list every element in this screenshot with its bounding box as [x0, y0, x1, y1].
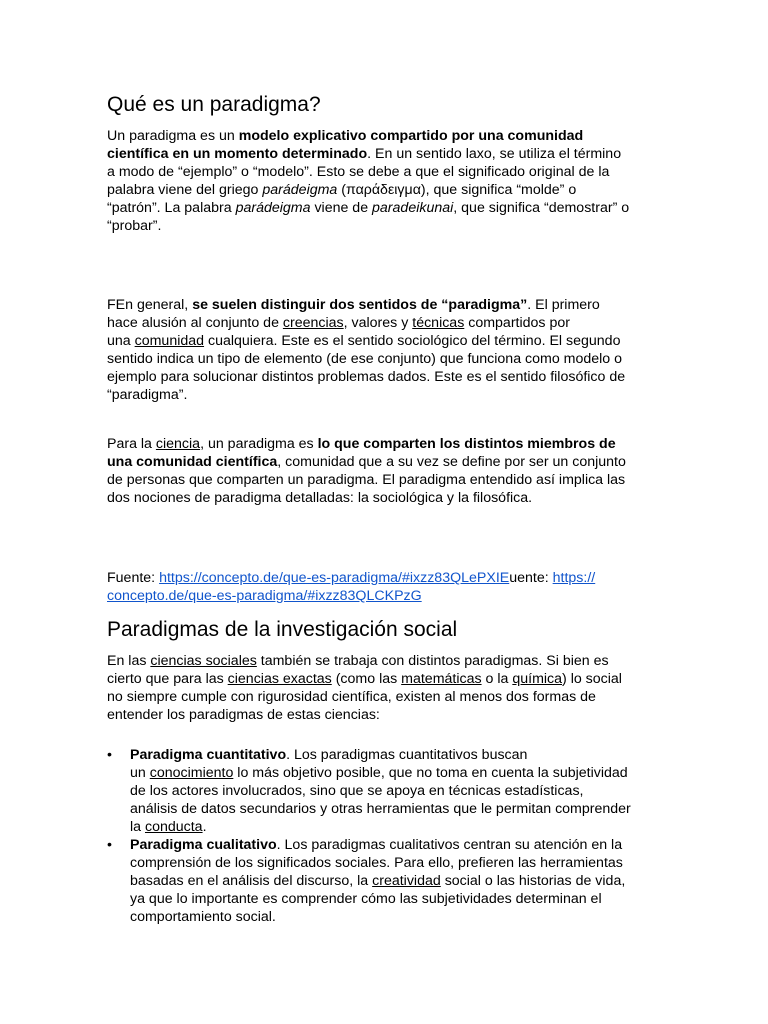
text-span: palabra viene del griego [107, 182, 263, 198]
text-span: . En un sentido laxo, se utiliza el término [367, 146, 622, 162]
text-line [130, 746, 667, 764]
link-ciencias-sociales[interactable]: ciencias sociales [150, 653, 257, 669]
bullet-icon: • [107, 747, 112, 763]
paragraph-definicion [107, 127, 667, 235]
source-link-2-continued[interactable]: concepto.de/que-es-paradigma/#ixzz83QLCKPzG [107, 588, 422, 604]
link-comunidad[interactable]: comunidad [134, 333, 205, 349]
text-line: entender los paradigmas de estas ciencias: [107, 707, 380, 723]
text-span: hace alusión al conjunto de [107, 315, 283, 331]
text-line: “probar”. [107, 218, 162, 234]
text-span: cierto que para las [107, 671, 228, 687]
link-quimica[interactable]: química [512, 671, 563, 687]
text-line [130, 836, 667, 854]
text-line [130, 872, 667, 890]
text-line: análisis de datos secundarios y otras herramientas que le permitan comprender [130, 801, 631, 817]
text-span: compartidos por [464, 315, 570, 331]
text-span: En las [107, 653, 151, 669]
text-line [107, 435, 667, 453]
text-span: (como las [331, 671, 402, 687]
text-line: comprensión de los significados sociales. Para ello, prefieren las herramientas [130, 855, 623, 871]
text-span: basadas en el análisis del discurso, la [130, 873, 373, 889]
source-link-2[interactable]: https:// [552, 570, 596, 586]
text-span: una [107, 333, 135, 349]
text-line: “paradigma”. [107, 387, 188, 403]
text-line [107, 569, 667, 587]
text-line: ya que lo importante es comprender cómo las subjetividades determinan el [130, 891, 602, 907]
text-span: . Los paradigmas cuantitativos buscan [286, 747, 528, 763]
bullet-icon: • [107, 837, 112, 853]
link-tecnicas[interactable]: técnicas [412, 315, 465, 331]
text-line: no siempre cumple con rigurosidad científica, existen al menos dos formas de [107, 689, 596, 705]
italic-text: paradeikunai [372, 200, 454, 216]
italic-text: parádeigma [262, 182, 338, 198]
paradigm-list [107, 746, 667, 926]
bold-text: una comunidad científica [107, 454, 278, 470]
link-conducta[interactable]: conducta [144, 819, 203, 835]
paragraph-fuente [107, 569, 667, 605]
text-span: lo más objetivo posible, que no toma en cuenta la subjetividad [233, 765, 628, 781]
bold-text: científica en un momento determinado [107, 146, 368, 162]
text-span: . Los paradigmas cualitativos centran su atención en la [276, 837, 623, 853]
text-span: . El primero [527, 297, 600, 313]
text-span: uente: [509, 570, 553, 586]
text-line [107, 145, 667, 163]
heading-paradigmas-investigacion-social: Paradigmas de la investigación social [107, 618, 458, 641]
paragraph-ciencia [107, 435, 667, 507]
text-span: , comunidad que a su vez se define por ser un conjunto [277, 454, 626, 470]
text-span: (παράδειγμα), que significa “molde” o [337, 182, 577, 198]
text-line [107, 587, 667, 605]
text-line: dos nociones de paradigma detalladas: la sociológica y la filosófica. [107, 490, 533, 506]
list-item-cualitativo [107, 836, 667, 926]
text-line [107, 199, 667, 217]
bold-text: se suelen distinguir dos sentidos de “paradigma” [192, 297, 528, 313]
text-line [107, 670, 667, 688]
text-span: o la [481, 671, 513, 687]
text-line [107, 181, 667, 199]
bold-text: Paradigma cualitativo [130, 837, 277, 853]
bold-text: Paradigma cuantitativo [130, 747, 287, 763]
text-line: de los actores involucrados, sino que se apoya en técnicas estadísticas, [130, 783, 584, 799]
text-line: de personas que comparten un paradigma. El paradigma entendido así implica las [107, 472, 626, 488]
text-span: Para la [107, 436, 156, 452]
text-span: un [130, 765, 150, 781]
text-line: ejemplo para solucionar distintos problemas dados. Este es el sentido filosófico de [107, 369, 626, 385]
text-line: a modo de “ejemplo” o “modelo”. Esto se debe a que el significado original de la [107, 164, 610, 180]
text-line [107, 127, 667, 145]
text-span: , un paradigma es [200, 436, 318, 452]
heading-que-es-un-paradigma: Qué es un paradigma? [107, 93, 321, 116]
link-creatividad[interactable]: creatividad [372, 873, 441, 889]
text-line [107, 453, 667, 471]
text-line [130, 818, 667, 836]
text-line [130, 764, 667, 782]
link-creencias[interactable]: creencias [282, 315, 344, 331]
text-span: la [130, 819, 145, 835]
text-span: . [202, 819, 207, 835]
text-span: ) lo social [562, 671, 622, 687]
link-ciencia[interactable]: ciencia [155, 436, 201, 452]
text-line: sentido indica un tipo de elemento (de ese conjunto) que funciona como modelo o [107, 351, 623, 367]
source-label: Fuente: [107, 570, 160, 586]
text-span: social o las historias de vida, [440, 873, 626, 889]
text-span: también se trabaja con distintos paradigmas. Si bien es [256, 653, 609, 669]
text-span: , que significa “demostrar” o [453, 200, 630, 216]
link-conocimiento[interactable]: conocimiento [149, 765, 234, 781]
text-line [107, 296, 667, 314]
link-ciencias-exactas[interactable]: ciencias exactas [227, 671, 332, 687]
text-span: “patrón”. La palabra [107, 200, 236, 216]
paragraph-sentidos [107, 296, 667, 404]
list-item-cuantitativo [107, 746, 667, 836]
source-link-1[interactable]: https://concepto.de/que-es-paradigma/#ixzz83QLePXIE [159, 570, 510, 586]
text-line [107, 314, 667, 332]
link-matematicas[interactable]: matemáticas [401, 671, 482, 687]
text-span: , valores y [343, 315, 413, 331]
text-line [107, 332, 667, 350]
text-line: comportamiento social. [130, 909, 276, 925]
text-span: FEn general, [107, 297, 193, 313]
bold-text: modelo explicativo compartido por una comunidad [238, 128, 584, 144]
text-span: cualquiera. Este es el sentido sociológico del término. El segundo [204, 333, 621, 349]
text-span: Un paradigma es un [107, 128, 239, 144]
italic-text: parádeigma [235, 200, 311, 216]
text-span: viene de [310, 200, 373, 216]
text-line [107, 652, 667, 670]
bold-text: lo que comparten los distintos miembros de [317, 436, 616, 452]
paragraph-ciencias-sociales [107, 652, 667, 724]
